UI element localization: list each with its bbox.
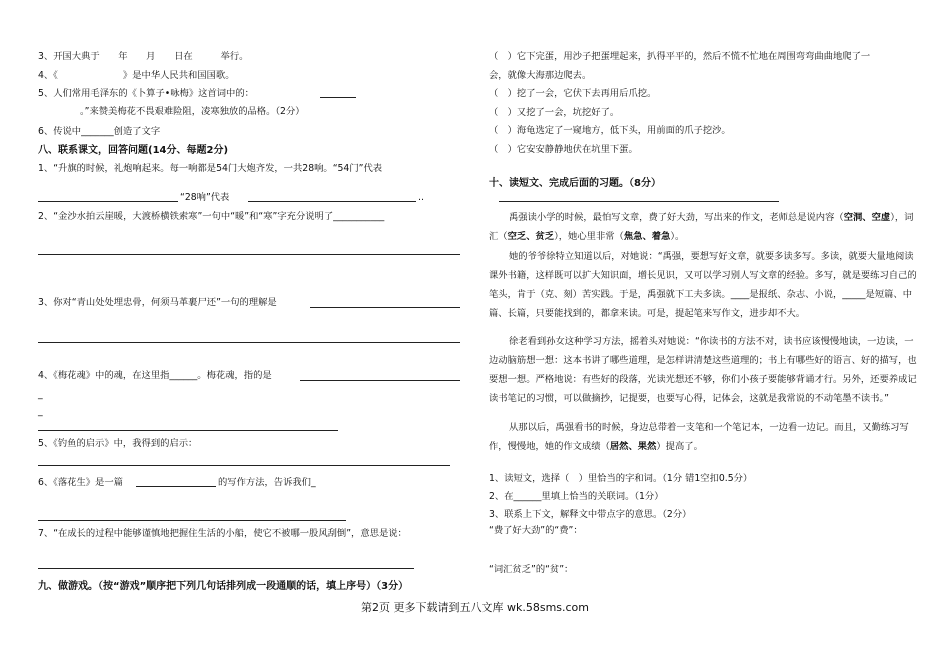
- item-7: 7、“在成长的过程中能够谨慎地把握住生活的小船，使它不被哪一股风刮倒”，意思是说：: [38, 528, 407, 539]
- game-item-1b: 会，就像大海那边爬去。: [489, 70, 592, 81]
- exercise-3b: “词汇贫乏”的“贫”：: [489, 564, 574, 575]
- option-words: 空洞、空虚: [843, 212, 891, 223]
- passage-paragraph-1: [489, 208, 917, 246]
- item-6b: 的写作方法，告诉我们_: [218, 477, 316, 488]
- answer-line[interactable]: [320, 97, 356, 98]
- answer-line[interactable]: [38, 520, 346, 521]
- passage-text: ），她心里非常（: [554, 231, 624, 242]
- item-3: 3、你对“青山处处埋忠骨，何须马革裹尸还”一句的理解是: [38, 297, 277, 308]
- item-1: 1、“升旗的时候，礼炮响起来。每一响都是54门大炮齐发，一共28响。“54门”代表: [38, 163, 383, 174]
- passage-text: ）。: [670, 231, 685, 242]
- answer-line[interactable]: [38, 465, 450, 466]
- passage-paragraph-3: 徐老看到孙女这种学习方法，摇着头对她说：“你读书的方法不对，读书应该慢慢地读，一边读，一边动脑筋想一想：这本书讲了哪些道理，是怎样讲清楚这些道理的；书上有哪些好的语言、好的描写，也要想一想。严格地说：有些好的段落，光读光想还不够，你们小孩子要能够背诵才行。另外，还要养成记读书笔记的习惯，可以做摘抄，记提要，也要写心得，记体会，这就是我常说的不动笔墨不读书。”: [489, 336, 917, 404]
- section-9-heading: 九、做游戏。（按“游戏”顺序把下列几句话排列成一段通顺的话，填上序号）（3分）: [38, 581, 409, 592]
- passage-text: ），词汇（: [489, 212, 914, 242]
- passage-text: ）提高了。: [656, 441, 703, 452]
- game-item-3: （ ）又挖了一会，坑挖好了。: [489, 107, 620, 118]
- item-6a: 6、《落花生》是一篇: [38, 477, 123, 488]
- question-3: 3、开国大典于 年 月 日在 举行。: [38, 51, 249, 62]
- passage-paragraph-4: [489, 418, 917, 456]
- answer-line[interactable]: [38, 342, 460, 343]
- answer-line[interactable]: [136, 486, 216, 487]
- option-words: 居然、果然: [609, 441, 657, 452]
- game-item-5: （ ）它安安静静地伏在坑里下蛋。: [489, 144, 638, 155]
- title-line[interactable]: [499, 201, 779, 202]
- passage-paragraph-2: 她的爷爷徐特立知道以后，对她说：“禹强，要想写好文章，就要多读多写。多读，就要大量地阅读课外书籍，这样既可以扩大知识面，增长见识，又可以学习别人写文章的经验。多写，就是要练习自己的笔头，肯于（克、刻）苦实践。于是，禹强就下工夫多读。____是报纸、杂志、小说，_____是短篇、中篇、长篇，只要能找到的，都拿来读。可是，提起笔来写作文，进步却不大。: [489, 251, 917, 319]
- answer-line[interactable]: [38, 201, 178, 202]
- answer-line[interactable]: [248, 201, 416, 202]
- question-4: 4、《 》是中华人民共和国国歌。: [38, 70, 235, 81]
- passage-text: 从那以后，禹强看书的时候，身边总带着一支笔和一个笔记本，一边看一边记。而且，又勤练习写作，慢慢地，她的作文成绩（: [489, 422, 909, 452]
- exercise-3: 3、联系上下文，解释文中带点字的意思。（2分）: [489, 509, 692, 520]
- option-words: 焦急、着急: [623, 231, 671, 242]
- exercise-2: 2、在______里填上恰当的关联词。（1分）: [489, 491, 664, 502]
- section-8-heading: 八、联系课文，回答问题(14分、每题2分): [38, 145, 229, 156]
- item-2: 2、“金沙水拍云崖暖，大渡桥横铁索寒”一句中“暖”和“寒”字充分说明了___________: [38, 211, 385, 222]
- game-item-2: （ ）挖了一会，它伏下去再用后爪挖。: [489, 88, 657, 99]
- question-5a: 5、人们常用毛泽东的《卜算子•咏梅》这首词中的：: [38, 88, 254, 99]
- game-item-1a: （ ）它下完蛋，用沙子把蛋埋起来，扒得平平的，然后不慌不忙地在周围弯弯曲曲地爬了一: [489, 51, 871, 62]
- dash-mark: _: [38, 389, 43, 400]
- question-5b: 。”来赞美梅花不畏艰难险阻，凌寒独放的品格。（2分）: [80, 106, 305, 117]
- question-6: 6、传说中_______创造了文字: [38, 126, 161, 137]
- section-10-heading: 十、读短文、完成后面的习题。（8分）: [489, 178, 661, 189]
- page-footer: 第2页 更多下载请到五八文库 wk.58sms.com: [360, 601, 590, 614]
- item-4: 4、《梅花魂》中的魂，在这里指______。梅花魂，指的是: [38, 370, 272, 381]
- answer-line[interactable]: [38, 254, 460, 255]
- exercise-3a: “费了好大劲”的“费”：: [489, 525, 583, 536]
- dash-mark: _: [38, 406, 43, 417]
- answer-line[interactable]: [300, 380, 460, 381]
- item-1-end: ..: [418, 192, 424, 203]
- item-1b: “28响”代表: [180, 192, 230, 203]
- game-item-4: （ ）海龟选定了一窥地方，低下头，用前面的爪子挖沙。: [489, 125, 731, 136]
- answer-line[interactable]: [38, 568, 414, 569]
- exercise-1: 1、读短文，选择（ ）里恰当的字和词。（1分 错1空扣0.5分）: [489, 473, 753, 484]
- answer-line[interactable]: [38, 430, 338, 431]
- item-5: 5、《钓鱼的启示》中，我得到的启示：: [38, 438, 198, 449]
- answer-line[interactable]: [310, 307, 460, 308]
- option-words: 空乏、贫乏: [507, 231, 555, 242]
- passage-text: 禹强读小学的时候，最怕写文章，费了好大劲，写出来的作文，老师总是说内容（: [509, 212, 844, 223]
